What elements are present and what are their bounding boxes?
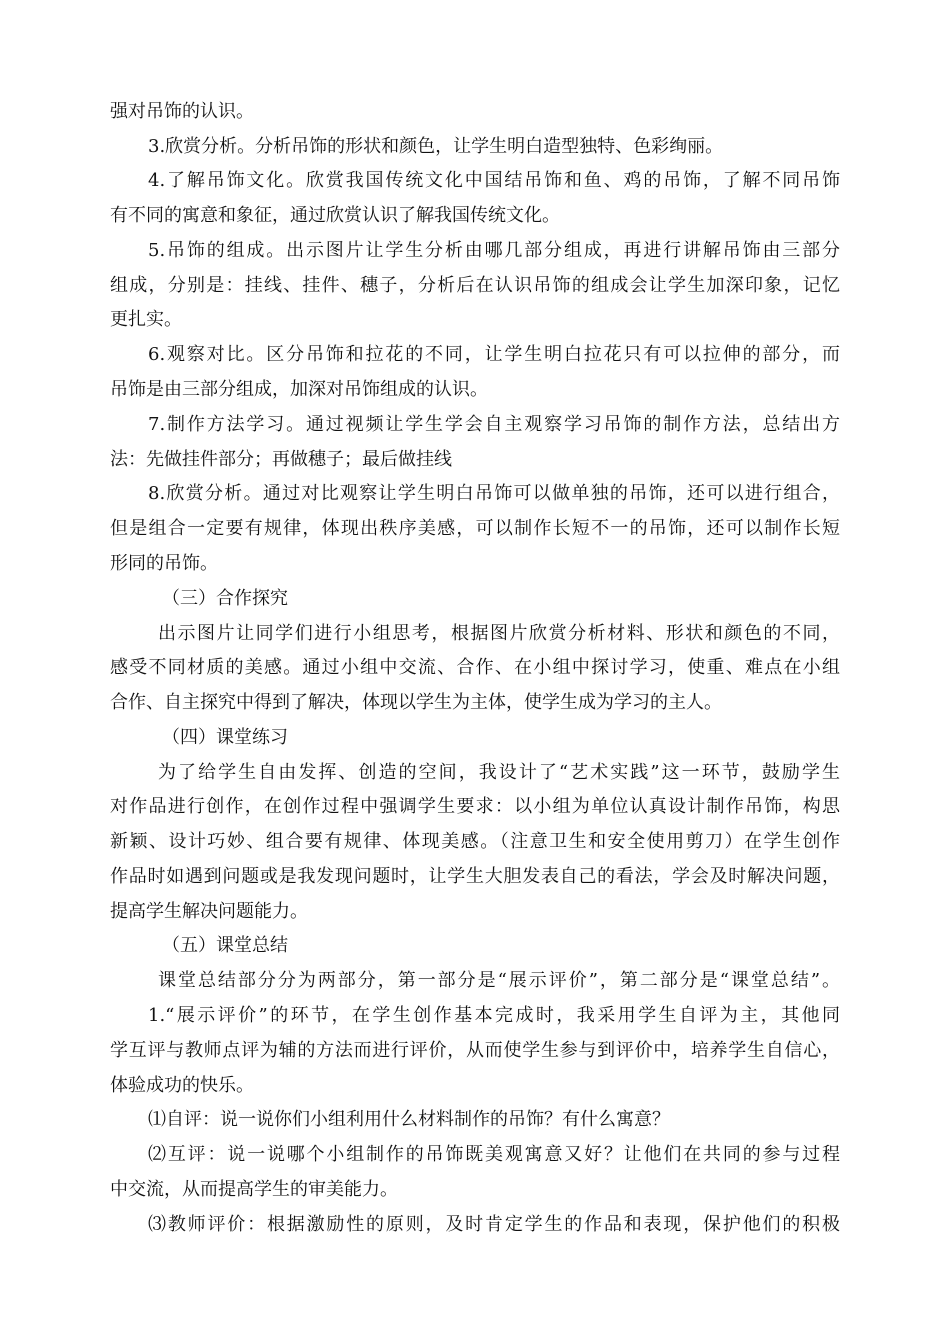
text-line: 法：先做挂件部分；再做穗子；最后做挂线 bbox=[110, 449, 452, 470]
text-line: 吊饰是由三部分组成，加深对吊饰组成的认识。 bbox=[110, 379, 488, 400]
text-line: 为了给学生自由发挥、创造的空间，我设计了“艺术实践”这一环节，鼓励学生 bbox=[158, 762, 840, 783]
text-line: 组成，分别是：挂线、挂件、穗子，分析后在认识吊饰的组成会让学生加深印象，记忆 bbox=[110, 275, 840, 296]
text-line: 6.观察对比。区分吊饰和拉花的不同，让学生明白拉花只有可以拉伸的部分，而 bbox=[148, 344, 840, 365]
text-line: 8.欣赏分析。通过对比观察让学生明白吊饰可以做单独的吊饰，还可以进行组合， bbox=[148, 483, 840, 504]
section-heading: （五）课堂总结 bbox=[162, 935, 288, 956]
text-line: ⑵互评：说一说哪个小组制作的吊饰既美观寓意又好？让他们在共同的参与过程 bbox=[148, 1144, 840, 1165]
text-line: 课堂总结部分分为两部分，第一部分是“展示评价”，第二部分是“课堂总结”。 bbox=[158, 970, 840, 991]
text-line: 体验成功的快乐。 bbox=[110, 1075, 254, 1096]
text-line: 提高学生解决问题能力。 bbox=[110, 901, 308, 922]
section-heading: （三）合作探究 bbox=[162, 588, 288, 609]
text-line: 有不同的寓意和象征，通过欣赏认识了解我国传统文化。 bbox=[110, 205, 560, 226]
text-line: 3.欣赏分析。分析吊饰的形状和颜色，让学生明白造型独特、色彩绚丽。 bbox=[148, 136, 724, 157]
text-line: 作品时如遇到问题或是我发现问题时，让学生大胆发表自己的看法，学会及时解决问题， bbox=[110, 866, 840, 887]
text-line: 合作、自主探究中得到了解决，体现以学生为主体，使学生成为学习的主人。 bbox=[110, 692, 722, 713]
text-line: 4.了解吊饰文化。欣赏我国传统文化中国结吊饰和鱼、鸡的吊饰，了解不同吊饰 bbox=[148, 170, 840, 191]
text-line: 1.“展示评价”的环节，在学生创作基本完成时，我采用学生自评为主，其他同 bbox=[148, 1005, 840, 1026]
text-line: 但是组合一定要有规律，体现出秩序美感，可以制作长短不一的吊饰，还可以制作长短 bbox=[110, 518, 840, 539]
section-heading: （四）课堂练习 bbox=[162, 727, 288, 748]
text-line: 出示图片让同学们进行小组思考，根据图片欣赏分析材料、形状和颜色的不同， bbox=[158, 623, 840, 644]
text-line: 对作品进行创作，在创作过程中强调学生要求：以小组为单位认真设计制作吊饰，构思 bbox=[110, 796, 840, 817]
text-line: ⑴自评：说一说你们小组利用什么材料制作的吊饰？有什么寓意？ bbox=[148, 1109, 670, 1130]
text-line: 学互评与教师点评为辅的方法而进行评价，从而使学生参与到评价中，培养学生自信心， bbox=[110, 1040, 840, 1061]
text-line: 强对吊饰的认识。 bbox=[110, 101, 254, 122]
text-line: 中交流，从而提高学生的审美能力。 bbox=[110, 1179, 398, 1200]
text-line: ⑶教师评价：根据激励性的原则，及时肯定学生的作品和表现，保护他们的积极 bbox=[148, 1214, 840, 1235]
text-line: 新颖、设计巧妙、组合要有规律、体现美感。（注意卫生和安全使用剪刀）在学生创作 bbox=[110, 831, 840, 852]
text-line: 更扎实。 bbox=[110, 309, 182, 330]
text-line: 感受不同材质的美感。通过小组中交流、合作、在小组中探讨学习，使重、难点在小组 bbox=[110, 657, 840, 678]
text-line: 5.吊饰的组成。出示图片让学生分析由哪几部分组成，再进行讲解吊饰由三部分 bbox=[148, 240, 840, 261]
text-line: 形同的吊饰。 bbox=[110, 553, 218, 574]
text-line: 7.制作方法学习。通过视频让学生学会自主观察学习吊饰的制作方法，总结出方 bbox=[148, 414, 840, 435]
